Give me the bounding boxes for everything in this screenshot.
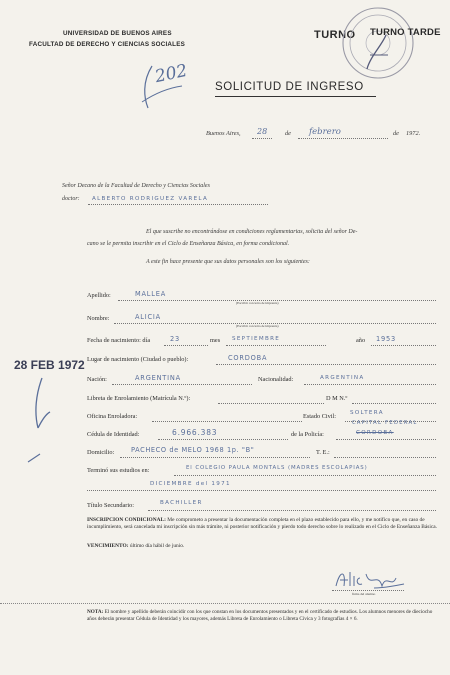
nacimiento-mes: SEPTIEMBRE: [232, 336, 281, 342]
policia-struck-value: CORDOBA: [356, 430, 394, 436]
vencimiento-text: último día hábil de junio.: [129, 543, 185, 549]
nacimiento-label: Fecha de nacimiento: día: [87, 337, 151, 344]
turno-value: TURNO TARDE: [370, 27, 441, 38]
university-name: UNIVERSIDAD DE BUENOS AIRES: [63, 30, 172, 37]
inscripcion-text: Me comprometo a presentar la documentación completa en el plazo establecido para ello, y me notifico que, en caso de incumplimiento, será cancelada mi inscripción sin más trámite, ni posterior notificación y pierdo todo derecho sobre lo realizado en el Ciclo de Enseñanza Básica.: [87, 517, 437, 530]
nombre-label: Nombre:: [87, 315, 110, 322]
anio-label: año: [356, 337, 366, 344]
policia-value: CAPITAL FEDERAL: [352, 420, 418, 426]
inscripcion-label: INSCRIPCION CONDICIONAL:: [87, 517, 166, 523]
domicilio-value: PACHECO de MELO 1968 1p. "B": [131, 446, 255, 454]
lugar-value: CORDOBA: [228, 354, 268, 362]
margin-handwriting: [22, 372, 62, 472]
mes-label: mes: [210, 337, 221, 344]
nacion-value: ARGENTINA: [135, 374, 181, 382]
date-de-2: de: [393, 130, 399, 137]
date-month: febrero: [309, 127, 341, 137]
body-paragraph-2: A este fin hace presente que sus datos personales son los siguientes:: [146, 259, 310, 265]
dmn-label: D M N.º: [326, 395, 348, 402]
nacion-label: Nación:: [87, 376, 107, 383]
vencimiento: [87, 543, 439, 550]
body-paragraph-1a: El que suscribe no encontrándose en condiciones reglamentarias, solicita del señor De-: [146, 229, 358, 235]
lugar-label: Lugar de nacimiento (Ciudad o pueblo):: [87, 356, 189, 363]
apellido-hint: (Escribir con letra de imprenta): [236, 301, 279, 305]
file-number: 202: [153, 60, 190, 88]
estado-civil-label: Estado Civil:: [303, 413, 337, 420]
titulo-label: Título Secundario:: [87, 502, 135, 509]
university-seal: [340, 5, 416, 81]
apellido-value: MALLEA: [135, 290, 167, 298]
termino-value: El COLEGIO PAULA MONTALS (MADRES ESCOLAPIAS): [186, 465, 368, 471]
domicilio-label: Domicilio:: [87, 449, 115, 456]
vencimiento-label: VENCIMIENTO:: [87, 543, 129, 549]
signature-label: firma del alumno: [352, 592, 376, 596]
oficina-label: Oficina Enroladora:: [87, 413, 138, 420]
date-de-1: de: [285, 130, 291, 137]
nacimiento-anio: 1953: [376, 335, 396, 343]
date-stamp: 28 FEB 1972: [14, 358, 85, 372]
termino-label: Terminó sus estudios en:: [87, 467, 150, 474]
cedula-label: Cédula de Identidad:: [87, 431, 140, 438]
form-title: SOLICITUD DE INGRESO: [215, 81, 364, 93]
turno-label: TURNO: [314, 29, 356, 41]
nota-divider: [0, 603, 450, 604]
estado-civil-value: SOLTERA: [350, 410, 384, 416]
apellido-label: Apellido:: [87, 292, 111, 299]
addressee-line: Señor Decano de la Facultad de Derecho y Ciencias Sociales: [62, 183, 210, 189]
file-number-flourish: [134, 62, 194, 112]
nacionalidad-value: ARGENTINA: [320, 375, 365, 381]
doctor-name: ALBERTO RODRIGUEZ VARELA: [92, 196, 209, 202]
date-day: 28: [257, 127, 268, 136]
date-year: 1972.: [406, 130, 421, 137]
nombre-value: ALICIA: [135, 313, 161, 321]
titulo-value: BACHILLER: [160, 500, 203, 506]
nota-label: NOTA:: [87, 609, 104, 615]
inscripcion-condicional: [87, 517, 439, 530]
faculty-name: FACULTAD DE DERECHO Y CIENCIAS SOCIALES: [29, 41, 186, 48]
body-paragraph-1b: cano se le permita inscribir en el Ciclo de Enseñanza Básica, en forma condicional.: [87, 241, 290, 247]
nombre-hint: (Escribir con letra de imprenta): [236, 324, 279, 328]
termino-value-2: DICIEMBRE del 1971: [150, 481, 231, 487]
title-underline: [215, 96, 376, 97]
nacionalidad-label: Nacionalidad:: [258, 376, 294, 383]
libreta-label: Libreta de Enrolamiento (Matrícula N.º):: [87, 395, 191, 402]
cedula-value: 6.966.383: [172, 428, 218, 437]
nota: [87, 609, 437, 622]
nota-text: El nombre y apellido deberán coincidir con los que constan en los documentos presentados y en el certificado de estudios. Los alumnos menores de dieciocho años deberán presentar Cédula de Identidad y los mayores, además Libreta de Enrolamiento o Libreta Cívica y 3 fotografías 4 × 6.: [87, 609, 433, 622]
policia-label: de la Policía:: [291, 431, 324, 438]
date-city: Buenos Aires,: [206, 130, 241, 137]
te-label: T. E.:: [316, 449, 330, 456]
nacimiento-dia: 23: [170, 335, 180, 343]
doctor-label: doctor:: [62, 196, 80, 202]
signature-line: [332, 590, 404, 591]
